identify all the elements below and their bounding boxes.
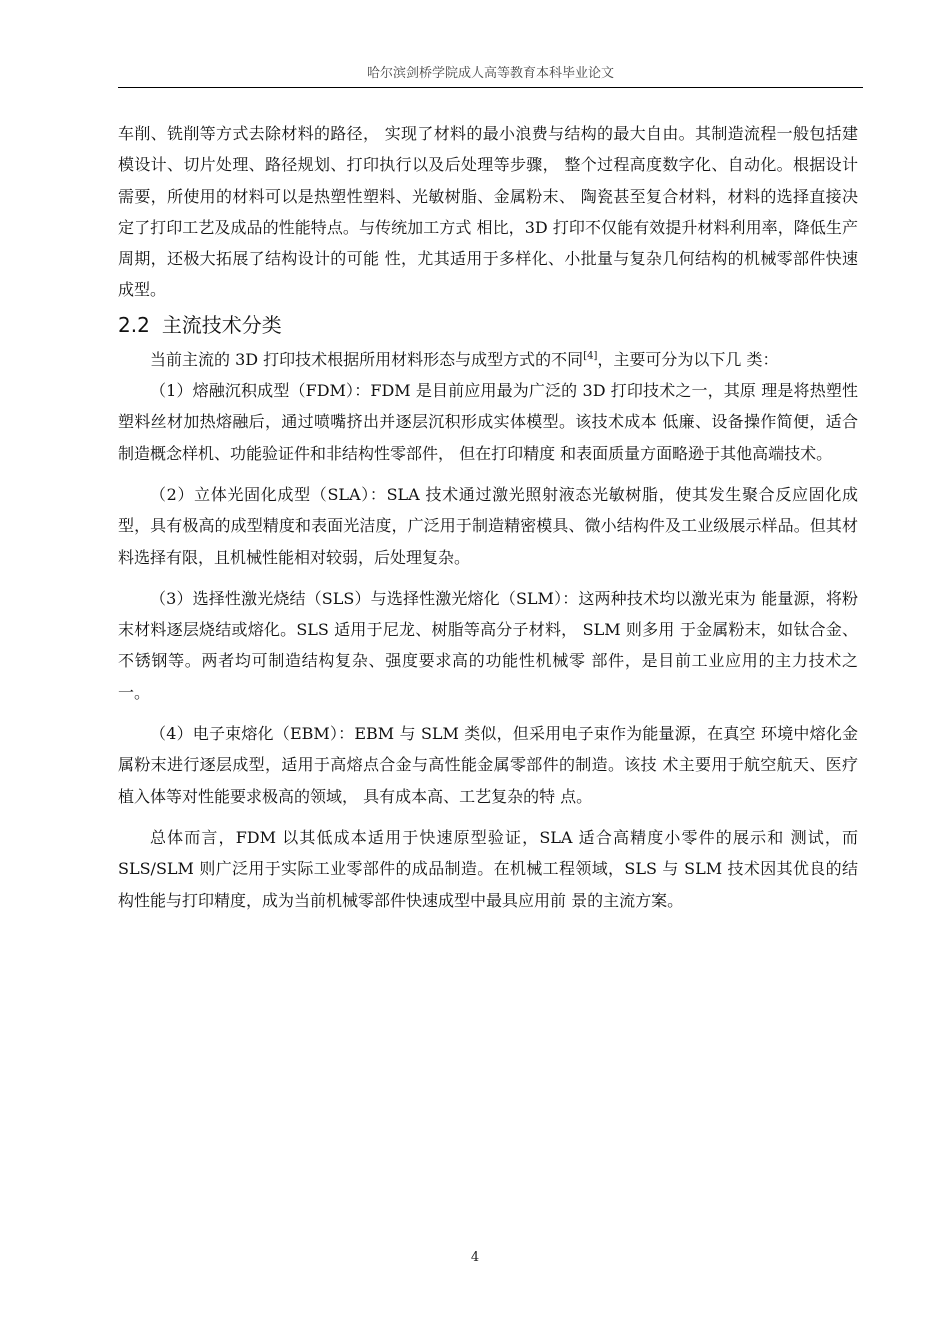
classification-intro-paragraph bbox=[118, 344, 858, 375]
section-title: 主流技术分类 bbox=[161, 312, 282, 337]
classification-intro-text: 当前主流的 3D 打印技术根据所用材料形态与成型方式的不同 bbox=[150, 349, 584, 369]
page-body bbox=[118, 118, 858, 916]
intro-paragraph: 车削、铣削等方式去除材料的路径， 实现了材料的最小浪费与结构的最大自由。其制造流程一般包括建模设计、切片处理、路径规划、打印执行以及后处理等步骤， 整个过程高度数字化、自动化。根据设计需要，所使用的材料可以是热塑性塑料、光敏树脂、金属粉末、 陶瓷甚至复合材料，材料的选择直接决定了打印工艺及成品的性能特点。与传统加工方式 相比，3D 打印不仅能有效提升材料利用率，降低生产周期，还极大拓展了结构设计的可能 性，尤其适用于多样化、小批量与复杂几何结构的机械零部件快速成型。 bbox=[118, 124, 858, 300]
citation-reference: [4] bbox=[583, 350, 598, 362]
list-item-sls-slm: （3）选择性激光烧结（SLS）与选择性激光熔化（SLM）：这两种技术均以激光束为 能量源，将粉末材料逐层烧结或熔化。SLS 适用于尼龙、树脂等高分子材料， SLM 则多用 于金属粉末，如钛合金、不锈钢等。两者均可制造结构复杂、强度要求高的功能性机械零 部件，是目前工业应用的主力技术之一。 bbox=[118, 588, 858, 702]
list-item-fdm: （1）熔融沉积成型（FDM）：FDM 是目前应用最为广泛的 3D 打印技术之一，其原 理是将热塑性塑料丝材加热熔融后，通过喷嘴挤出并逐层沉积形成实体模型。该技术成本 低廉、设备操作简便，适合制造概念样机、功能验证件和非结构性零部件， 但在打印精度 和表面质量方面略逊于其他高端技术。 bbox=[118, 381, 858, 463]
section-heading bbox=[118, 306, 858, 344]
section-number: 2.2 bbox=[118, 312, 150, 337]
running-header bbox=[118, 61, 863, 88]
page-number: 4 bbox=[470, 1250, 480, 1265]
summary-paragraph: 总体而言，FDM 以其低成本适用于快速原型验证，SLA 适合高精度小零件的展示和 测试，而 SLS/SLM 则广泛用于实际工业零部件的成品制造。在机械工程领域，SLS 与 SLM 技术因其优良的结构性能与打印精度，成为当前机械零部件快速成型中最具应用前 景的主流方案。 bbox=[118, 827, 858, 910]
list-item-sla: （2）立体光固化成型（SLA）：SLA 技术通过激光照射液态光敏树脂，使其发生聚合反应固化成型，具有极高的成型精度和表面光洁度，广泛用于制造精密模具、微小结构件及工业级展示样品。但其材料选择有限，且机械性能相对较弱，后处理复杂。 bbox=[118, 484, 858, 567]
list-item-ebm: （4）电子束熔化（EBM）：EBM 与 SLM 类似，但采用电子束作为能量源，在真空 环境中熔化金属粉末进行逐层成型，适用于高熔点合金与高性能金属零部件的制造。该技 术主要用于航空航天、医疗植入体等对性能要求极高的领域， 具有成本高、工艺复杂的特 点。 bbox=[118, 724, 858, 806]
classification-intro-tail: ，主要可分为以下几 类： bbox=[597, 349, 779, 369]
header-title: 哈尔滨剑桥学院成人高等教育本科毕业论文 bbox=[366, 66, 614, 81]
